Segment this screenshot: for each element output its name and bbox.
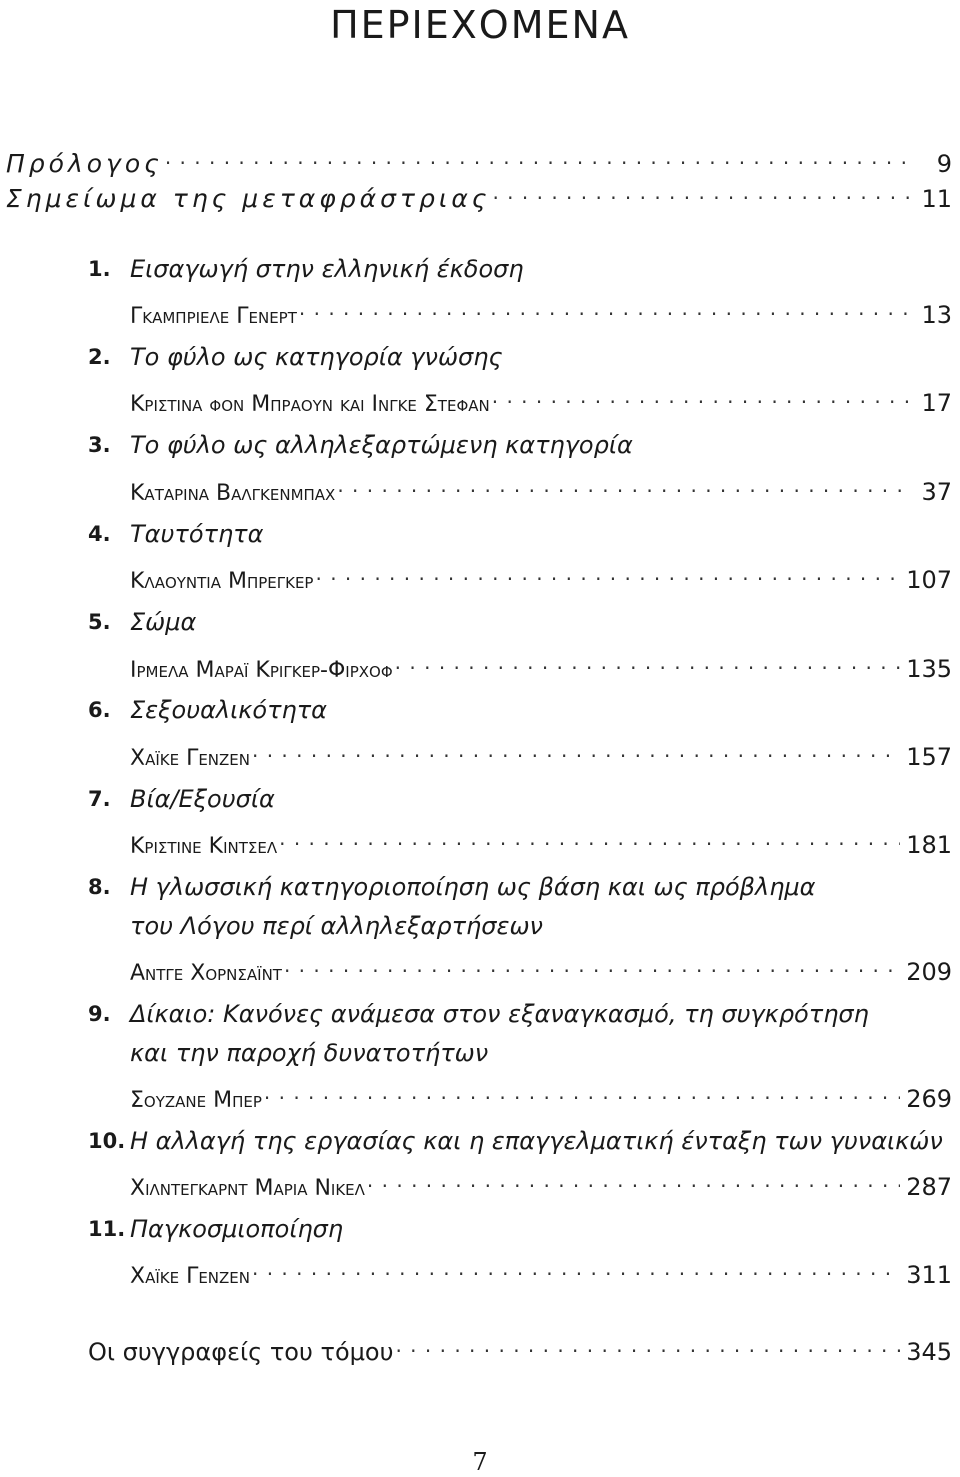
page-number: 345: [906, 1338, 952, 1366]
chapter-title-8[interactable]: [88, 872, 952, 902]
chapter-number: 6.: [88, 698, 111, 722]
chapter-author: Ιρμελα Μαραϊ Κριγκερ-Φιρχοφ: [130, 658, 393, 683]
chapter-number: 7.: [88, 787, 111, 811]
chapter-author: Χιλντεγκαρντ Μαρια Νικελ: [130, 1176, 365, 1201]
chapter-author: Σουζανε Μπερ: [130, 1088, 262, 1113]
chapter-title-text: Δίκαιο: Κανόνες ανάμεσα στον εξαναγκασμό, τη συγκρότηση: [130, 1000, 869, 1028]
toc-entry-chapter-1[interactable]: [130, 293, 952, 329]
toc-entry-chapter-8[interactable]: [130, 950, 952, 986]
chapter-title-text: Σεξουαλικότητα: [130, 696, 327, 724]
chapter-title-9[interactable]: [88, 999, 952, 1029]
chapter-number: 5.: [88, 610, 111, 634]
chapter-author: Καταρινα Βαλγκενμπαχ: [130, 481, 336, 506]
chapter-author: Κριστινε Κιντσελ: [130, 834, 278, 859]
entry-title: Σημείωμα της μεταφράστριας: [6, 184, 491, 213]
chapter-title-continued: του Λόγου περί αλληλεξαρτήσεων: [130, 912, 543, 940]
chapter-title-text: Σώμα: [130, 608, 197, 636]
chapter-title-2[interactable]: [88, 342, 952, 372]
chapter-title-text: Το φύλο ως αλληλεξαρτώμενη κατηγορία: [130, 431, 633, 459]
chapter-author: Κριστινα φον Μπραουν και Ινγκε Στεφαν: [130, 392, 490, 417]
entry-title: Οι συγγραφείς του τόμου: [88, 1338, 394, 1366]
chapter-title-5[interactable]: [88, 607, 952, 637]
dot-leader: [299, 293, 910, 323]
dot-leader: [165, 142, 910, 172]
page-number: 181: [906, 831, 952, 859]
entry-title: Πρόλογος: [6, 149, 163, 178]
page-number: 9: [936, 150, 952, 178]
toc-entry-prologue[interactable]: [6, 142, 952, 178]
toc-entry-contributors[interactable]: [88, 1330, 952, 1366]
chapter-title-7[interactable]: [88, 784, 952, 814]
chapter-title-10[interactable]: [88, 1126, 952, 1156]
toc-entry-chapter-6[interactable]: [130, 735, 952, 771]
toc-entry-chapter-11[interactable]: [130, 1253, 952, 1289]
dot-leader: [367, 1165, 900, 1195]
chapter-title-text: Εισαγωγή στην ελληνική έκδοση: [130, 255, 524, 283]
page-number: 135: [906, 655, 952, 683]
chapter-number: 3.: [88, 433, 111, 457]
chapter-number: 9.: [88, 1002, 111, 1026]
page-number: 107: [906, 566, 952, 594]
dot-leader: [492, 381, 910, 411]
chapter-number: 4.: [88, 522, 111, 546]
chapter-number: 10.: [88, 1129, 126, 1153]
toc-entry-chapter-2[interactable]: [130, 381, 952, 417]
chapter-title-1[interactable]: [88, 254, 952, 284]
toc-entry-chapter-10[interactable]: [130, 1165, 952, 1201]
page-number: 37: [921, 478, 952, 506]
toc-entry-chapter-3[interactable]: [130, 470, 952, 506]
toc-entry-chapter-4[interactable]: [130, 558, 952, 594]
dot-leader: [252, 1253, 900, 1283]
chapter-number: 8.: [88, 875, 111, 899]
page-number: 209: [906, 958, 952, 986]
page-number: 269: [906, 1085, 952, 1113]
page-number: 11: [921, 185, 952, 213]
chapter-title-text: Η γλωσσική κατηγοριοποίηση ως βάση και ως πρόβλημα: [130, 873, 816, 901]
chapter-author: Χαϊκε Γενζεν: [130, 1264, 250, 1289]
dot-leader: [337, 470, 910, 500]
dot-leader: [492, 177, 910, 207]
chapter-number: 2.: [88, 345, 111, 369]
page-number: 311: [906, 1261, 952, 1289]
page-title: ΠΕΡΙΕΧΟΜΕΝΑ: [330, 3, 630, 47]
chapter-title-continued: και την παροχή δυνατοτήτων: [130, 1039, 489, 1067]
chapter-title-text: Το φύλο ως κατηγορία γνώσης: [130, 343, 503, 371]
page-number: 157: [906, 743, 952, 771]
chapter-title-text: Ταυτότητα: [130, 520, 264, 548]
chapter-title-6[interactable]: [88, 695, 952, 725]
chapter-author: Γκαμπριελε Γενερτ: [130, 304, 297, 329]
chapter-title-4[interactable]: [88, 519, 952, 549]
chapter-number: 1.: [88, 257, 111, 281]
chapter-title-text: Βία/Εξουσία: [130, 785, 275, 813]
chapter-title-3[interactable]: [88, 430, 952, 460]
dot-leader: [395, 1330, 900, 1360]
toc-entry-translator-note[interactable]: [6, 177, 952, 213]
chapter-title-text: Η αλλαγή της εργασίας και η επαγγελματική ένταξη των γυναικών: [130, 1127, 943, 1155]
chapter-author: Αντγε Χορνσαϊντ: [130, 961, 282, 986]
page-number: 17: [921, 389, 952, 417]
page-number: 13: [921, 301, 952, 329]
dot-leader: [315, 558, 900, 588]
page-folio: 7: [472, 1448, 488, 1476]
page-number: 287: [906, 1173, 952, 1201]
chapter-author: Χαϊκε Γενζεν: [130, 746, 250, 771]
toc-entry-chapter-9[interactable]: [130, 1077, 952, 1113]
chapter-number: 11.: [88, 1217, 126, 1241]
chapter-author: Κλαουντια Μπρεγκερ: [130, 569, 314, 594]
dot-leader: [284, 950, 900, 980]
dot-leader: [264, 1077, 900, 1107]
chapter-title-text: Παγκοσμιοποίηση: [130, 1215, 344, 1243]
chapter-title-11[interactable]: [88, 1214, 952, 1244]
dot-leader: [395, 647, 901, 677]
toc-entry-chapter-5[interactable]: [130, 647, 952, 683]
dot-leader: [279, 823, 900, 853]
toc-entry-chapter-7[interactable]: [130, 823, 952, 859]
dot-leader: [252, 735, 900, 765]
